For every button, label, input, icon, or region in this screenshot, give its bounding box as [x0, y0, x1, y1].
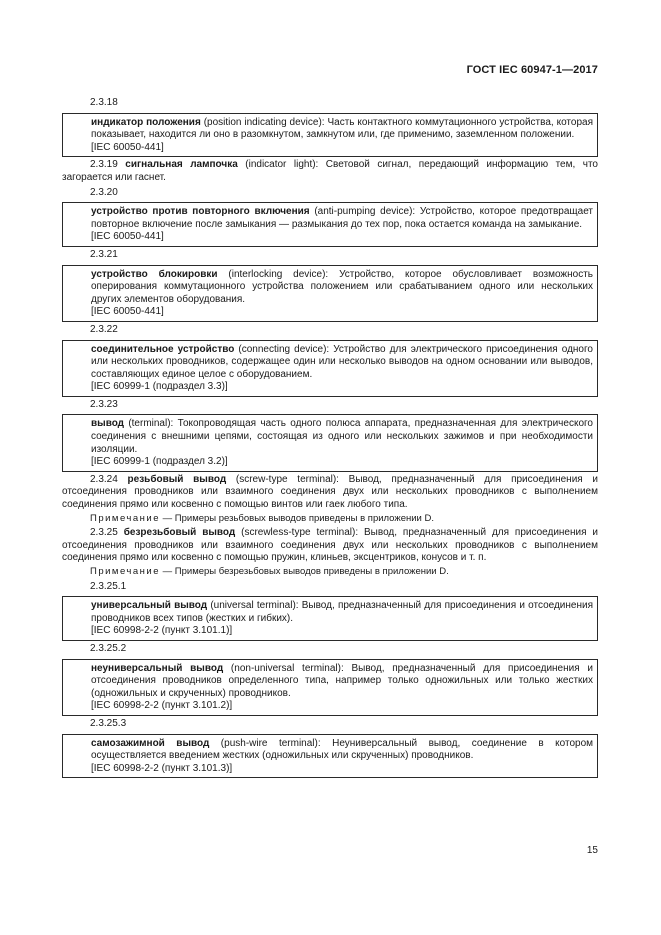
reference: [IEC 60998-2-2 (пункт 3.101.3)]: [91, 762, 233, 774]
definition: (interlocking device): Устройство, которое обусловливает возможность оперирования коммутационного устройства положением или срабатыванием одного или нескольких других элементов оборудования.: [91, 268, 593, 305]
term: неуниверсальный вывод: [91, 662, 224, 674]
clause-number: 2.3.25.3: [90, 717, 127, 729]
definition: (screw-type terminal): Вывод, предназначенный для присоединения и отсоединения проводников или взаимного соединения двух или нескольких проводников с выполнением соединения прямо или косвенно с помощью винтов или гаек любого типа.: [62, 473, 598, 511]
clause-number: 2.3.25.1: [90, 580, 127, 592]
reference: [IEC 60999-1 (подраздел 3.2)]: [91, 456, 228, 468]
reference: [IEC 60050-441]: [91, 231, 164, 243]
note-label: Примечание: [90, 566, 160, 577]
reference: [IEC 60999-1 (подраздел 3.3)]: [91, 381, 228, 393]
definition: (terminal): Токопроводящая часть одного полюса аппарата, предназначенная для электрического соединения с внешними цепями, состоящая из одного или нескольких зажимов и при необходимости изоляции.: [91, 418, 593, 455]
definition: (indicator light): Световой сигнал, передающий информацию тем, что загорается или гаснет.: [62, 159, 598, 183]
clause-number: 2.3.20: [90, 186, 118, 198]
clause-number: 2.3.25.2: [90, 642, 127, 654]
document-header: ГОСТ IEC 60947-1—2017: [466, 64, 598, 76]
term: устройство против повторного включения: [91, 206, 310, 218]
term-definition-box: [62, 414, 598, 471]
term: индикатор положения: [91, 116, 201, 128]
note: [62, 566, 598, 579]
term-definition-box: [62, 265, 598, 322]
definition: (screwless-type terminal): Вывод, предназначенный для присоединения и отсоединения проводников или взаимного соединения двух или нескольких проводников с выполнением соединения прямо или косвенно с помощью пружин, клиньев, эксцентриков, конусов и т. п.: [62, 527, 598, 564]
note: [62, 513, 598, 526]
clause-number: 2.3.24: [90, 473, 118, 485]
term-definition-box: [62, 113, 598, 158]
term-definition-box: [62, 596, 598, 641]
definition: (anti-pumping device): Устройство, которое предотвращает повторное включение после замыкания — размыкания до тех пор, пока остается команда на замыкание.: [91, 206, 593, 230]
clause-number: 2.3.19: [90, 159, 118, 171]
term: универсальный вывод: [91, 600, 208, 612]
page-number: 15: [586, 845, 598, 856]
term-definition-box: [62, 659, 598, 716]
term-definition-box: [62, 734, 598, 779]
definition: (non-universal terminal): Вывод, предназначенный для присоединения и отсоединения проводников определенного типа, например только одножильных или только жестких (одножильных и скрученных) проводников.: [91, 662, 593, 699]
reference: [IEC 60050-441]: [91, 141, 164, 153]
clause-number: 2.3.21: [90, 248, 118, 260]
note-text: — Примеры резьбовых выводов приведены в приложении D.: [160, 512, 434, 524]
term: самозажимной вывод: [91, 737, 210, 749]
definition: (connecting device): Устройство для электрического присоединения одного или нескольких проводников, содержащее один или несколько выводов на одном основании или выводов, составляющих единое целое с оборудованием.: [91, 343, 593, 380]
note-text: — Примеры безрезьбовых выводов приведены в приложении D.: [160, 566, 449, 577]
term-paragraph: [62, 474, 598, 512]
reference: [IEC 60050-441]: [91, 306, 164, 318]
term-definition-box: [62, 340, 598, 397]
clause-number: 2.3.25: [90, 527, 118, 539]
term-paragraph: [62, 159, 598, 184]
note-label: Примечание: [90, 512, 160, 524]
term: устройство блокировки: [91, 268, 218, 280]
term: безрезьбовый вывод: [123, 527, 236, 539]
term: вывод: [91, 418, 125, 430]
definition: (position indicating device): Часть контактного коммутационного устройства, которая показывает, находится ли оно в разомкнутом, замкнутом или, где применимо, заземленном положении.: [91, 116, 593, 141]
term: сигнальная лампочка: [125, 159, 238, 171]
term-definition-box: [62, 202, 598, 247]
term: соединительное устройство: [91, 343, 235, 355]
document-body: [62, 95, 598, 780]
term-paragraph: [62, 527, 598, 565]
term: резьбовый вывод: [127, 473, 227, 485]
clause-number: 2.3.22: [90, 323, 118, 335]
reference: [IEC 60998-2-2 (пункт 3.101.1)]: [91, 625, 233, 637]
definition: (push-wire terminal): Неуниверсальный вывод, соединение в котором осуществляется введением жестких (одножильных или скрученных) проводников.: [91, 737, 594, 762]
reference: [IEC 60998-2-2 (пункт 3.101.2)]: [91, 700, 233, 712]
clause-number: 2.3.23: [90, 398, 118, 410]
definition: (universal terminal): Вывод, предназначенный для присоединения и отсоединения проводников всех типов (жестких и гибких).: [91, 600, 594, 624]
clause-number: 2.3.18: [90, 97, 118, 108]
